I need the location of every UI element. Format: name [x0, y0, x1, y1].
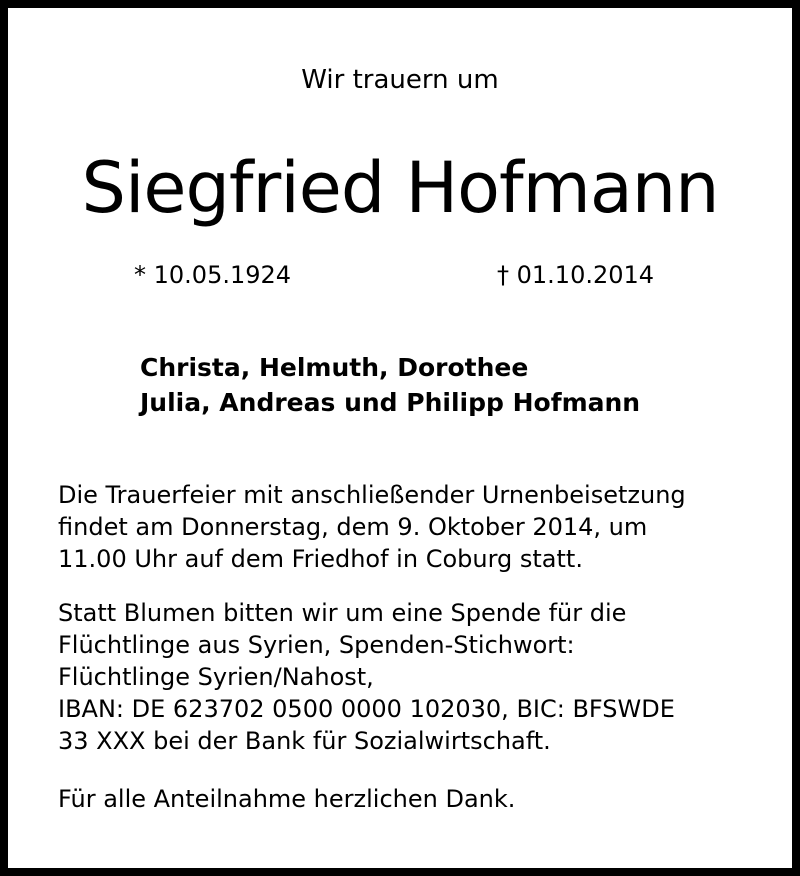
donation-line: 33 XXX bei der Bank für Sozialwirtschaft. — [58, 727, 551, 755]
family-line: Julia, Andreas und Philipp Hofmann — [140, 388, 641, 417]
thanks-line: Für alle Anteilnahme herzlichen Dank. — [58, 785, 516, 813]
deceased-name: Siegfried Hofmann — [81, 147, 719, 229]
family-names — [140, 350, 640, 420]
donation-paragraph — [58, 597, 758, 757]
ceremony-line: findet am Donnerstag, dem 9. Oktober 2014, um — [58, 513, 648, 541]
intro-text: Wir trauern um — [301, 65, 499, 95]
ceremony-line: 11.00 Uhr auf dem Friedhof in Coburg statt. — [58, 545, 583, 573]
donation-line: Statt Blumen bitten wir um eine Spende für die — [58, 599, 627, 627]
birth-date: * 10.05.1924 — [134, 261, 292, 289]
ceremony-paragraph — [58, 479, 758, 575]
death-date: † 01.10.2014 — [497, 261, 655, 289]
family-line: Christa, Helmuth, Dorothee — [140, 353, 529, 382]
ceremony-line: Die Trauerfeier mit anschließender Urnenbeisetzung — [58, 481, 686, 509]
thanks-paragraph — [58, 783, 758, 815]
donation-line: Flüchtlinge aus Syrien, Spenden-Stichwort: — [58, 631, 575, 659]
donation-line: IBAN: DE 623702 0500 0000 102030, BIC: BFSWDE — [58, 695, 675, 723]
donation-line: Flüchtlinge Syrien/Nahost, — [58, 663, 374, 691]
